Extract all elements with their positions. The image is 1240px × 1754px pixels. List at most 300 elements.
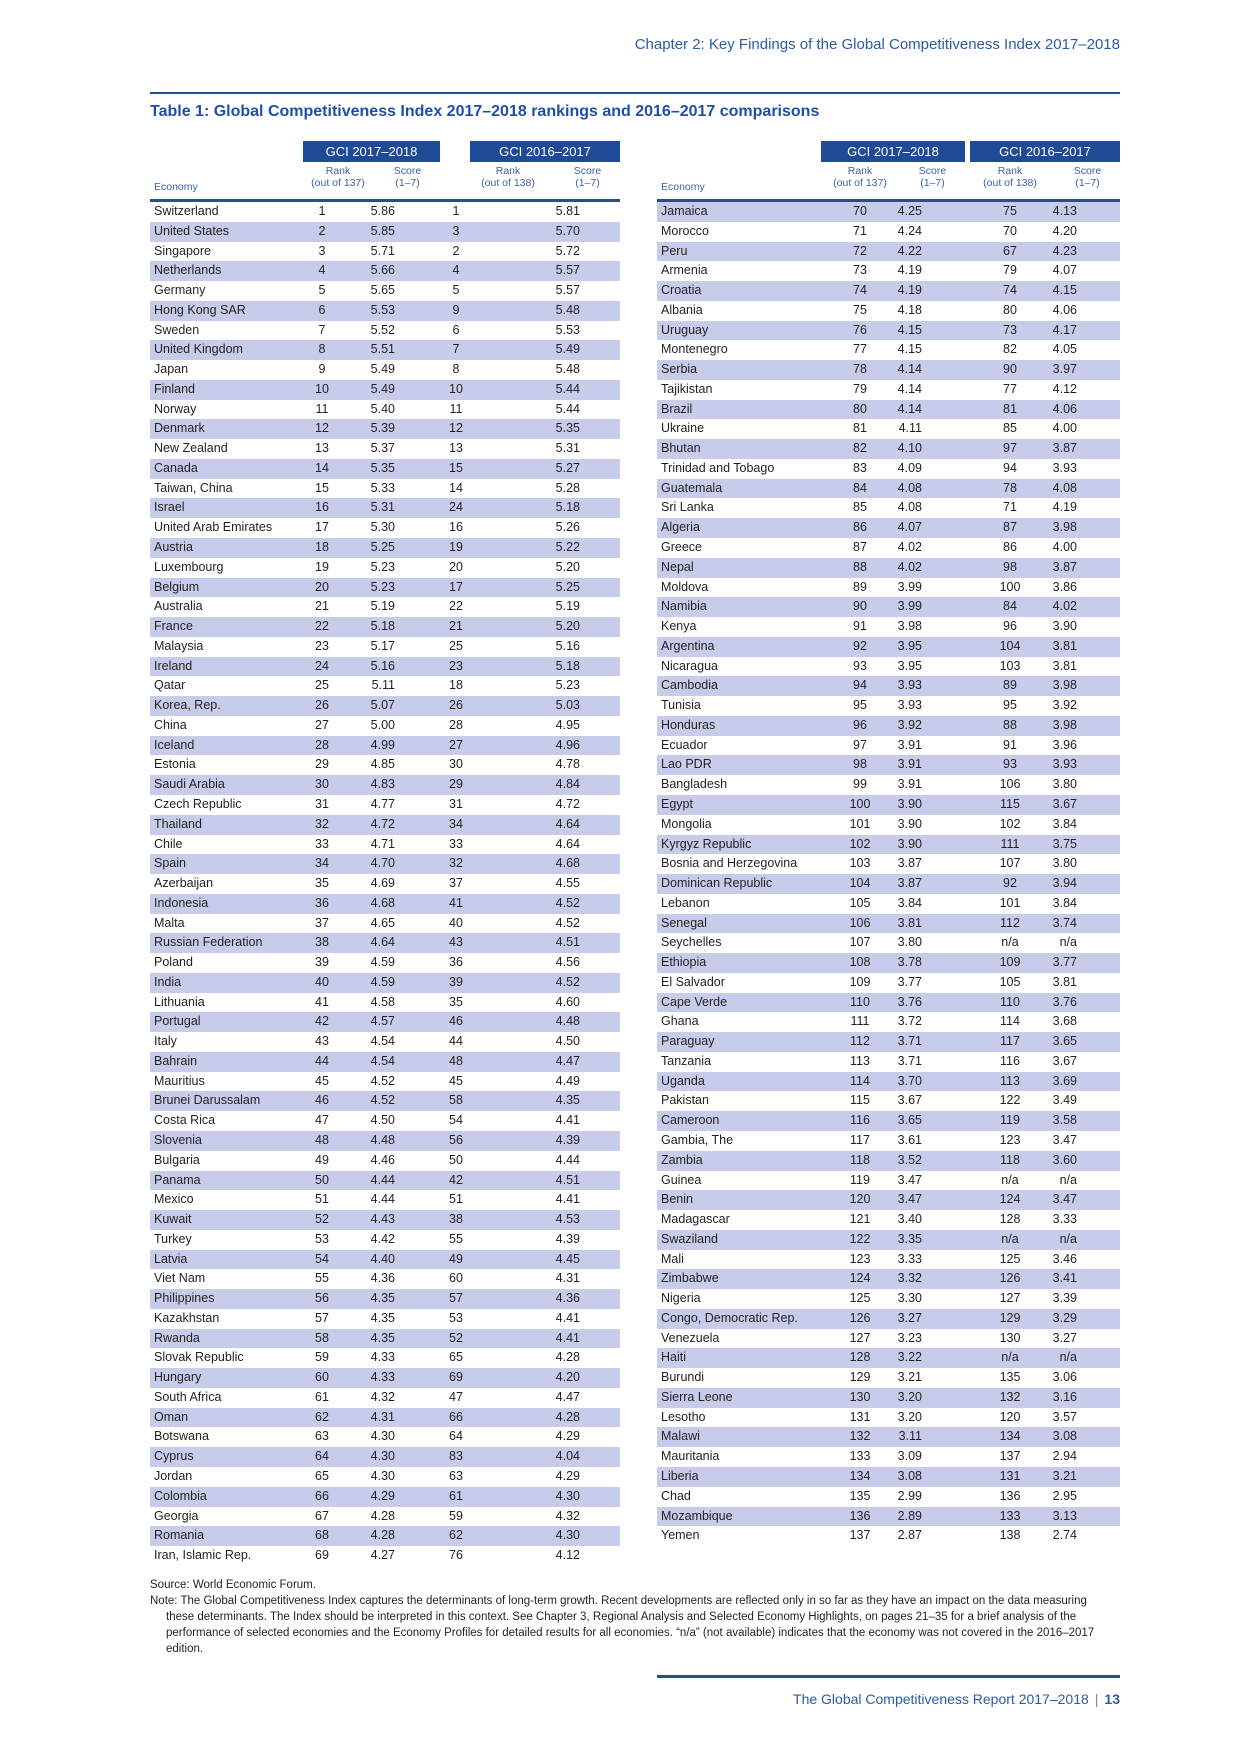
cell-rank-2016: 40 <box>449 915 463 930</box>
cell-economy: Denmark <box>154 421 205 436</box>
cell-score-2016: n/a <box>1059 1231 1077 1246</box>
group-header-2017: GCI 2017–2018 <box>303 141 440 162</box>
cell-score-2016: n/a <box>1059 935 1077 950</box>
cell-economy: Iceland <box>154 737 195 752</box>
table-row <box>150 894 620 914</box>
cell-economy: Ethiopia <box>661 955 707 970</box>
cell-score-2016: 3.33 <box>1052 1212 1077 1227</box>
cell-economy: Colombia <box>154 1488 207 1503</box>
cell-rank-2017: 11 <box>315 401 329 416</box>
cell-score-2016: 4.36 <box>555 1291 580 1306</box>
cell-score-2017: 4.59 <box>370 955 395 970</box>
cell-score-2016: 4.51 <box>555 1172 580 1187</box>
cell-score-2017: 5.66 <box>370 263 395 278</box>
cell-score-2016: 5.18 <box>555 500 580 515</box>
cell-rank-2016: 50 <box>449 1152 463 1167</box>
cell-rank-2016: 2 <box>452 243 460 258</box>
table-row <box>150 933 620 953</box>
cell-rank-2016: 88 <box>1003 717 1017 732</box>
cell-rank-2016: 90 <box>1003 362 1017 377</box>
cell-rank-2016: 76 <box>449 1548 463 1563</box>
cell-rank-2016: 25 <box>449 638 463 653</box>
cell-score-2017: 4.85 <box>370 757 395 772</box>
cell-score-2016: 4.84 <box>555 777 580 792</box>
table-row <box>657 696 1120 716</box>
cell-economy: Italy <box>154 1034 177 1049</box>
cell-score-2016: 5.03 <box>555 698 580 713</box>
cell-rank-2017: 69 <box>315 1548 329 1563</box>
cell-rank-2016: 4 <box>452 263 460 278</box>
cell-score-2017: 4.25 <box>897 204 922 218</box>
table-row <box>150 953 620 973</box>
cell-economy: Guinea <box>661 1172 702 1187</box>
table-row <box>150 518 620 538</box>
cell-score-2017: 4.54 <box>370 1053 395 1068</box>
cell-score-2016: 4.41 <box>555 1330 580 1345</box>
cell-rank-2016: 42 <box>449 1172 463 1187</box>
cell-economy: Mexico <box>154 1192 194 1207</box>
cell-score-2017: 3.22 <box>897 1350 922 1365</box>
cell-rank-2016: 69 <box>449 1370 463 1385</box>
cell-economy: Honduras <box>661 717 716 732</box>
cell-score-2016: 4.96 <box>555 737 580 752</box>
cell-score-2016: 4.68 <box>555 856 580 871</box>
cell-economy: Botswana <box>154 1429 209 1444</box>
cell-economy: Iran, Islamic Rep. <box>154 1548 252 1563</box>
cell-economy: Portugal <box>154 1014 201 1029</box>
cell-score-2016: 3.92 <box>1052 698 1077 713</box>
cell-score-2016: 3.06 <box>1052 1370 1077 1385</box>
table-row <box>657 360 1120 380</box>
cell-score-2016: 5.23 <box>555 678 580 693</box>
group-header-2017: GCI 2017–2018 <box>821 141 965 162</box>
cell-rank-2016: 86 <box>1003 540 1017 555</box>
cell-rank-2016: 66 <box>449 1409 463 1424</box>
cell-score-2016: n/a <box>1059 1172 1077 1187</box>
cell-score-2016: 4.53 <box>555 1212 580 1227</box>
cell-economy: Netherlands <box>154 263 222 278</box>
table-row <box>657 1012 1120 1032</box>
cell-rank-2017: 12 <box>315 421 329 436</box>
cell-score-2016: 3.81 <box>1052 638 1077 653</box>
cell-rank-2017: 99 <box>853 777 867 792</box>
table-row <box>150 1546 620 1566</box>
table-row <box>150 1269 620 1289</box>
cell-rank-2017: 8 <box>318 342 326 357</box>
cell-score-2016: 5.49 <box>555 342 580 357</box>
cell-rank-2017: 36 <box>315 895 329 910</box>
table-row <box>657 874 1120 894</box>
table-row <box>657 558 1120 578</box>
cell-rank-2017: 64 <box>315 1449 329 1464</box>
cell-rank-2017: 31 <box>315 796 329 811</box>
cell-score-2017: 5.86 <box>370 204 395 218</box>
cell-economy: Ecuador <box>661 737 708 752</box>
cell-economy: Moldova <box>661 579 709 594</box>
cell-score-2017: 3.30 <box>897 1291 922 1306</box>
col-header-economy: Economy <box>154 181 198 193</box>
cell-score-2017: 3.90 <box>897 796 922 811</box>
cell-economy: Bangladesh <box>661 777 728 792</box>
cell-rank-2017: 113 <box>850 1053 870 1068</box>
col-header-score16: Score (1–7) <box>1073 165 1102 189</box>
cell-economy: Guatemala <box>661 480 723 495</box>
cell-score-2017: 4.57 <box>370 1014 395 1029</box>
table-row <box>657 973 1120 993</box>
cell-score-2017: 4.42 <box>370 1231 395 1246</box>
table-row <box>657 597 1120 617</box>
cell-rank-2016: 120 <box>999 1409 1021 1424</box>
cell-rank-2017: 106 <box>849 915 871 930</box>
table-row <box>657 775 1120 795</box>
table-row <box>657 1526 1120 1546</box>
cell-rank-2016: 38 <box>449 1212 463 1227</box>
table-row <box>150 1526 620 1546</box>
cell-score-2016: 4.07 <box>1052 263 1077 278</box>
cell-rank-2017: 130 <box>849 1389 871 1404</box>
cell-rank-2016: 117 <box>1000 1034 1020 1049</box>
cell-rank-2017: 21 <box>315 599 329 614</box>
cell-economy: France <box>154 619 193 634</box>
cell-score-2017: 3.70 <box>897 1073 922 1088</box>
cell-rank-2016: 100 <box>999 579 1021 594</box>
table-row <box>657 1131 1120 1151</box>
cell-rank-2017: 97 <box>853 737 867 752</box>
cell-rank-2017: 101 <box>849 816 871 831</box>
table-row <box>150 1427 620 1447</box>
col-header-score16: Score (1–7) <box>573 165 602 189</box>
cell-score-2017: 4.35 <box>370 1330 395 1345</box>
cell-score-2017: 3.91 <box>897 737 922 752</box>
cell-rank-2017: 126 <box>849 1310 871 1325</box>
cell-rank-2017: 37 <box>315 915 329 930</box>
cell-score-2017: 3.52 <box>897 1152 922 1167</box>
cell-rank-2016: 63 <box>449 1469 463 1483</box>
cell-score-2016: 3.80 <box>1052 777 1077 792</box>
cell-rank-2016: 82 <box>1003 342 1017 357</box>
cell-rank-2017: 114 <box>850 1073 870 1088</box>
cell-score-2016: 3.81 <box>1052 974 1077 989</box>
cell-rank-2017: 123 <box>849 1251 871 1266</box>
cell-score-2016: 3.60 <box>1052 1152 1077 1167</box>
cell-rank-2017: 4 <box>318 263 326 278</box>
cell-economy: Ukraine <box>661 421 705 436</box>
cell-economy: Swaziland <box>661 1231 718 1246</box>
cell-economy: Estonia <box>154 757 196 772</box>
table-row <box>150 281 620 301</box>
cell-score-2017: 3.98 <box>897 619 922 634</box>
cell-economy: Lebanon <box>661 895 710 910</box>
cell-economy: Kenya <box>661 619 697 634</box>
cell-economy: Cape Verde <box>661 994 728 1009</box>
table-row <box>657 1091 1120 1111</box>
cell-score-2016: 4.17 <box>1052 322 1077 337</box>
cell-rank-2016: 81 <box>1003 401 1017 416</box>
cell-score-2017: 3.99 <box>897 579 922 594</box>
cell-rank-2016: 127 <box>999 1291 1021 1306</box>
cell-score-2017: 3.71 <box>897 1034 922 1049</box>
cell-score-2017: 4.40 <box>370 1251 395 1266</box>
cell-score-2016: 4.64 <box>555 836 580 851</box>
table-row <box>150 498 620 518</box>
cell-rank-2016: 92 <box>1003 876 1017 891</box>
cell-score-2017: 3.32 <box>897 1271 922 1286</box>
table-row <box>150 1388 620 1408</box>
cell-score-2016: 3.65 <box>1052 1034 1077 1049</box>
cell-economy: Israel <box>154 500 185 515</box>
cell-economy: Jordan <box>154 1469 193 1483</box>
cell-rank-2017: 5 <box>318 283 326 298</box>
cell-economy: Mauritania <box>661 1449 720 1464</box>
cell-rank-2017: 47 <box>315 1113 329 1128</box>
cell-score-2016: 4.08 <box>1052 480 1077 495</box>
col-header-rank16: Rank (out of 138) <box>481 165 535 189</box>
cell-score-2017: 2.89 <box>897 1508 922 1523</box>
cell-rank-2017: 125 <box>849 1291 871 1306</box>
cell-economy: Belgium <box>154 579 200 594</box>
cell-score-2017: 3.11 <box>898 1429 922 1444</box>
cell-rank-2016: n/a <box>1001 1231 1019 1246</box>
cell-score-2016: 4.05 <box>1052 342 1077 357</box>
cell-score-2016: 3.68 <box>1052 1014 1077 1029</box>
cell-economy: China <box>154 717 187 732</box>
cell-economy: Mali <box>661 1251 684 1266</box>
table-row <box>150 914 620 934</box>
cell-score-2016: 4.41 <box>555 1310 580 1325</box>
cell-rank-2016: 1 <box>452 204 460 218</box>
cell-score-2017: 4.22 <box>897 243 922 258</box>
cell-economy: Zimbabwe <box>661 1271 719 1286</box>
cell-rank-2016: 116 <box>1000 1053 1020 1068</box>
cell-economy: Cyprus <box>154 1449 194 1464</box>
cell-score-2017: 4.09 <box>897 460 922 475</box>
cell-economy: Sierra Leone <box>661 1389 733 1404</box>
cell-economy: Venezuela <box>661 1330 720 1345</box>
cell-rank-2017: 107 <box>849 935 871 950</box>
cell-rank-2017: 51 <box>315 1192 329 1207</box>
table-row <box>150 1250 620 1270</box>
table-row <box>657 736 1120 756</box>
cell-score-2017: 3.47 <box>897 1172 922 1187</box>
cell-rank-2017: 75 <box>853 302 867 317</box>
cell-rank-2016: 12 <box>449 421 463 436</box>
cell-score-2016: 2.74 <box>1052 1528 1077 1543</box>
table-row <box>657 1388 1120 1408</box>
cell-rank-2016: 54 <box>449 1113 463 1128</box>
table-row <box>150 340 620 360</box>
table-row <box>150 795 620 815</box>
table-row <box>657 222 1120 242</box>
cell-rank-2017: 15 <box>315 480 329 495</box>
cell-rank-2017: 87 <box>853 540 867 555</box>
table-row <box>150 1111 620 1131</box>
cell-score-2016: 4.78 <box>555 757 580 772</box>
cell-rank-2017: 137 <box>849 1528 871 1543</box>
cell-rank-2016: 80 <box>1003 302 1017 317</box>
cell-score-2016: 4.45 <box>555 1251 580 1266</box>
cell-rank-2017: 59 <box>315 1350 329 1365</box>
cell-score-2016: 3.16 <box>1052 1389 1077 1404</box>
cell-rank-2017: 66 <box>315 1488 329 1503</box>
table-row <box>657 281 1120 301</box>
cell-score-2017: 4.28 <box>370 1528 395 1543</box>
cell-rank-2016: 13 <box>449 441 463 456</box>
cell-rank-2017: 13 <box>315 441 329 456</box>
cell-score-2016: 3.87 <box>1052 441 1077 456</box>
cell-rank-2016: 111 <box>1000 836 1020 851</box>
cell-rank-2016: 124 <box>999 1192 1021 1207</box>
cell-score-2016: 4.60 <box>555 994 580 1009</box>
cell-economy: Haiti <box>661 1350 687 1365</box>
cell-rank-2017: 49 <box>315 1152 329 1167</box>
cell-rank-2016: 122 <box>999 1093 1021 1108</box>
cell-rank-2017: 85 <box>853 500 867 515</box>
notes <box>150 1577 1110 1657</box>
chapter-header: Chapter 2: Key Findings of the Global Competitiveness Index 2017–2018 <box>634 36 1120 53</box>
table-row <box>150 597 620 617</box>
cell-rank-2016: 113 <box>1000 1073 1020 1088</box>
cell-rank-2016: 55 <box>449 1231 463 1246</box>
cell-rank-2017: 136 <box>849 1508 871 1523</box>
cell-score-2016: 4.55 <box>555 876 580 891</box>
cell-rank-2016: 15 <box>449 460 463 475</box>
cell-rank-2017: 118 <box>850 1152 870 1167</box>
cell-rank-2017: 91 <box>853 619 867 634</box>
cell-score-2016: 4.30 <box>555 1488 580 1503</box>
cell-score-2017: 5.00 <box>370 717 395 732</box>
cell-economy: Brazil <box>661 401 693 416</box>
cell-rank-2017: 96 <box>853 717 867 732</box>
cell-score-2017: 5.65 <box>370 283 395 298</box>
cell-score-2017: 3.40 <box>897 1212 922 1227</box>
cell-score-2016: 3.08 <box>1052 1429 1077 1444</box>
table-row <box>657 419 1120 439</box>
cell-score-2016: 3.21 <box>1052 1469 1077 1483</box>
table-body <box>657 202 1120 1546</box>
cell-rank-2016: 101 <box>999 895 1021 910</box>
cell-economy: Paraguay <box>661 1034 715 1049</box>
cell-rank-2017: 58 <box>315 1330 329 1345</box>
cell-rank-2016: 106 <box>999 777 1021 792</box>
cell-score-2017: 4.70 <box>370 856 395 871</box>
table-row <box>150 1052 620 1072</box>
cell-score-2016: 4.64 <box>555 816 580 831</box>
cell-score-2016: 4.51 <box>555 935 580 950</box>
cell-score-2017: 3.61 <box>897 1132 922 1147</box>
cell-score-2017: 3.80 <box>897 935 922 950</box>
table-row <box>657 1230 1120 1250</box>
table-row <box>150 439 620 459</box>
cell-rank-2017: 54 <box>315 1251 329 1266</box>
cell-economy: Senegal <box>661 915 707 930</box>
cell-score-2016: 4.41 <box>555 1192 580 1207</box>
cell-rank-2017: 68 <box>315 1528 329 1543</box>
table-row <box>150 380 620 400</box>
cell-economy: Switzerland <box>154 204 219 218</box>
table-row <box>150 1151 620 1171</box>
cell-score-2016: 3.29 <box>1052 1310 1077 1325</box>
cell-score-2016: 4.35 <box>555 1093 580 1108</box>
cell-rank-2017: 55 <box>315 1271 329 1286</box>
table-row <box>150 1408 620 1428</box>
cell-score-2016: 4.56 <box>555 955 580 970</box>
table-row <box>657 479 1120 499</box>
cell-economy: Armenia <box>661 263 708 278</box>
cell-rank-2017: 19 <box>315 559 329 574</box>
cell-economy: Latvia <box>154 1251 188 1266</box>
cell-score-2016: 3.69 <box>1052 1073 1077 1088</box>
cell-score-2017: 3.87 <box>897 876 922 891</box>
cell-rank-2017: 102 <box>849 836 871 851</box>
cell-score-2017: 5.18 <box>370 619 395 634</box>
cell-rank-2016: 22 <box>449 599 463 614</box>
table-row <box>657 716 1120 736</box>
cell-economy: Seychelles <box>661 935 722 950</box>
table-row <box>657 657 1120 677</box>
table-row <box>657 518 1120 538</box>
cell-economy: Philippines <box>154 1291 215 1306</box>
cell-score-2017: 4.43 <box>370 1212 395 1227</box>
table-row <box>150 1210 620 1230</box>
cell-rank-2017: 38 <box>315 935 329 950</box>
cell-rank-2016: 103 <box>999 658 1021 673</box>
cell-rank-2017: 18 <box>315 540 329 555</box>
cell-economy: Malta <box>154 915 185 930</box>
cell-score-2016: 5.48 <box>555 362 580 377</box>
cell-score-2016: 3.57 <box>1052 1409 1077 1424</box>
cell-score-2017: 3.35 <box>897 1231 922 1246</box>
cell-rank-2016: 125 <box>999 1251 1021 1266</box>
table-note: Note: The Global Competitiveness Index captures the determinants of long-term growth. Recent developments are reflected only in so far as they have an impact on the data measuring these determinants. The Index should be interpreted in this context. See Chapter 3, Regional Analysis and Selected Economy Highlights, on pages 21–35 for a brief analysis of the performance of selected economies and the Economy Profiles for detailed results for all economies. “n/a” (not available) indicates that the economy was not covered in the 2016–2017 edition. <box>150 1595 1095 1655</box>
cell-rank-2016: 7 <box>452 342 460 357</box>
cell-rank-2016: 132 <box>999 1389 1021 1404</box>
cell-economy: Czech Republic <box>154 796 242 811</box>
cell-rank-2016: 60 <box>449 1271 463 1286</box>
cell-score-2016: 3.90 <box>1052 619 1077 634</box>
cell-rank-2016: 104 <box>999 638 1021 653</box>
cell-score-2016: 5.72 <box>555 243 580 258</box>
cell-economy: Mozambique <box>661 1508 733 1523</box>
cell-rank-2016: 41 <box>449 895 463 910</box>
cell-score-2016: 4.39 <box>555 1132 580 1147</box>
cell-rank-2016: 95 <box>1003 698 1017 713</box>
table-row <box>657 1427 1120 1447</box>
cell-score-2017: 3.09 <box>897 1449 922 1464</box>
cell-rank-2016: 24 <box>449 500 463 515</box>
cell-rank-2016: 10 <box>449 381 463 396</box>
cell-score-2016: 3.93 <box>1052 460 1077 475</box>
cell-score-2017: 5.51 <box>370 342 395 357</box>
cell-score-2016: 5.16 <box>555 638 580 653</box>
cell-rank-2016: 119 <box>1000 1113 1020 1128</box>
cell-rank-2017: 84 <box>853 480 867 495</box>
cell-score-2016: 4.31 <box>555 1271 580 1286</box>
cell-score-2016: 3.80 <box>1052 856 1077 871</box>
cell-score-2017: 3.65 <box>897 1113 922 1128</box>
cell-rank-2017: 50 <box>315 1172 329 1187</box>
cell-rank-2016: 46 <box>449 1014 463 1029</box>
cell-score-2017: 4.31 <box>370 1409 395 1424</box>
cell-economy: Greece <box>661 540 702 555</box>
cell-score-2016: 4.30 <box>555 1528 580 1543</box>
cell-economy: Congo, Democratic Rep. <box>661 1310 798 1325</box>
cell-rank-2017: 26 <box>315 698 329 713</box>
cell-rank-2016: 16 <box>449 520 463 535</box>
table-row <box>150 479 620 499</box>
cell-rank-2017: 74 <box>853 283 867 298</box>
table-row <box>150 637 620 657</box>
cell-rank-2016: 59 <box>449 1508 463 1523</box>
